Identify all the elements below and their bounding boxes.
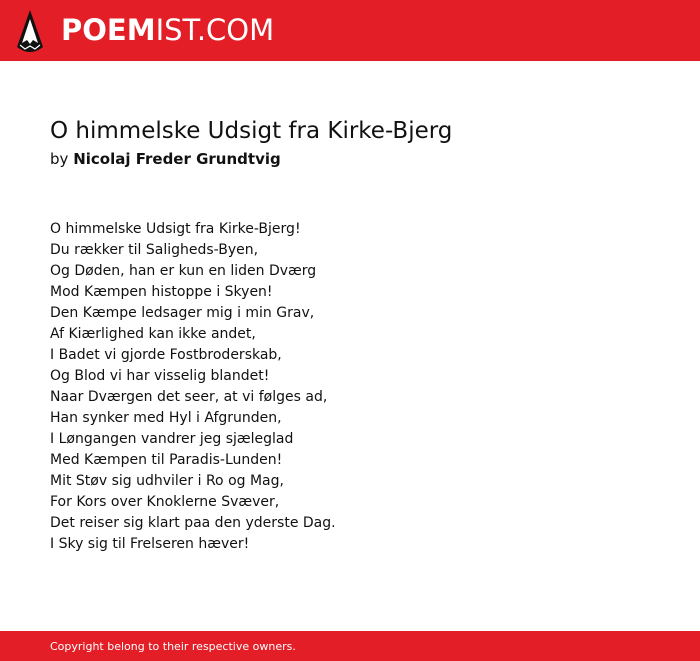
poem-line: Med Kæmpen til Paradis-Lunden! [50,452,283,468]
poem-line: I Løngangen vandrer jeg sjæleglad [50,431,294,447]
site-logo-text[interactable] [61,12,274,48]
poem-line: Naar Dværgen det seer, at vi følges ad, [50,389,328,405]
poem-line: Den Kæmpe ledsager mig i min Grav, [50,305,315,321]
site-footer [0,631,700,661]
poem-line: Mit Støv sig udhviler i Ro og Mag, [50,473,284,489]
poem-line: For Kors over Knoklerne Svæver, [50,494,280,510]
pen-nib-icon[interactable] [16,9,44,53]
poem-line: Du rækker til Saligheds-Byen, [50,242,259,258]
site-header [0,0,700,61]
copyright-notice: Copyright belong to their respective owners. [50,640,296,653]
byline [50,148,281,170]
poem-line: Det reiser sig klart paa den yderste Dag. [50,515,336,531]
brand-light-text: IST.COM [155,13,275,47]
poem-line: Af Kiærlighed kan ikke andet, [50,326,256,342]
poem-line: Mod Kæmpen histoppe i Skyen! [50,284,273,300]
poem-line: Han synker med Hyl i Afgrunden, [50,410,282,426]
brand-bold-text: POEM [61,13,156,47]
by-label: by [50,150,69,168]
poem-line: Og Blod vi har visselig blandet! [50,368,270,384]
poem-line: I Sky sig til Frelseren hæver! [50,536,250,552]
author-name: Nicolaj Freder Grundtvig [73,150,281,168]
poem-line: I Badet vi gjorde Fostbroderskab, [50,347,282,363]
poem-line: O himmelske Udsigt fra Kirke-Bjerg! [50,221,301,237]
poem-title: O himmelske Udsigt fra Kirke-Bjerg [50,118,453,144]
poem-line: Og Døden, han er kun en liden Dværg [50,263,317,279]
poem-body [50,219,336,555]
